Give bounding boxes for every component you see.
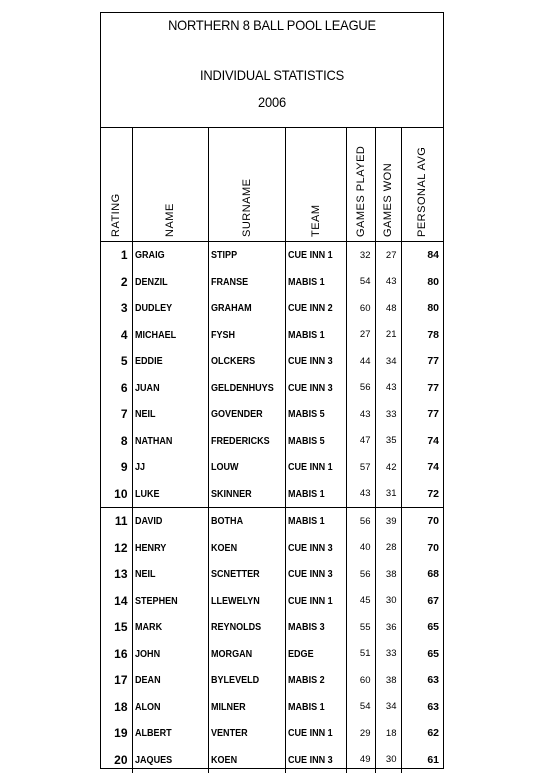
personal-avg-cell: 61 <box>427 753 439 766</box>
games-won-cell: 21 <box>375 322 401 349</box>
season-year: 2006 <box>258 94 286 110</box>
games-played-cell: 56 <box>346 561 375 588</box>
surname-cell: BOTHA <box>208 508 285 535</box>
table-row <box>101 375 443 402</box>
name-cell: MICHAEL <box>132 322 208 349</box>
name-cell: NEIL <box>132 561 208 588</box>
statistics-subtitle: INDIVIDUAL STATISTICS <box>199 67 345 83</box>
column-header-personal-avg: PERSONAL AVG <box>401 127 443 242</box>
games-won-cell: 38 <box>375 561 401 588</box>
name-cell: DUDLEY <box>132 295 208 322</box>
rating-cell: 6 <box>101 375 132 402</box>
games-played-cell: 49 <box>346 747 375 774</box>
name-cell: ALBERT <box>132 720 208 747</box>
personal-avg-cell: 72 <box>401 481 443 508</box>
surname-cell: FREDERICKS <box>208 428 285 455</box>
surname-cell: BYLEVELD <box>208 667 285 694</box>
team-cell: MABIS 5 <box>285 428 346 455</box>
personal-avg-cell: 65 <box>427 647 439 660</box>
team-cell: CUE INN 3 <box>285 535 346 562</box>
games-won-cell: 36 <box>375 614 401 641</box>
games-played-cell: 43 <box>346 481 375 508</box>
games-won-cell: 38 <box>375 667 401 694</box>
team-cell: MABIS 1 <box>285 508 346 535</box>
personal-avg-cell: 74 <box>427 434 439 447</box>
surname-cell: LLEWELYN <box>208 588 285 615</box>
rating-cell: 11 <box>101 508 132 535</box>
statistics-sheet <box>100 12 444 769</box>
rating-cell: 1 <box>101 242 132 269</box>
table-row <box>101 508 443 535</box>
surname-cell: OLCKERS <box>208 348 285 375</box>
games-won-cell: 43 <box>375 375 401 402</box>
name-cell: STEPHEN <box>132 588 208 615</box>
personal-avg-cell: 67 <box>427 594 439 607</box>
personal-avg-cell: 74 <box>427 461 439 474</box>
name-cell: NATHAN <box>132 428 208 455</box>
personal-avg-cell: 63 <box>427 700 439 713</box>
table-row <box>101 588 443 615</box>
surname-cell: REYNOLDS <box>208 614 285 641</box>
rating-cell: 14 <box>101 588 132 615</box>
name-cell: NEIL <box>132 401 208 428</box>
table-row <box>101 720 443 747</box>
team-cell: MABIS 1 <box>285 269 346 296</box>
surname-cell: MILNER <box>208 694 285 721</box>
games-played-cell: 56 <box>346 508 375 535</box>
personal-avg-cell: 84 <box>427 249 439 262</box>
column-header-surname: SURNAME <box>208 127 285 242</box>
table-row <box>101 535 443 562</box>
table-row <box>101 269 443 296</box>
surname-cell: MORGAN <box>208 641 285 668</box>
surname-cell: LOUW <box>208 454 285 481</box>
name-cell: LUKE <box>132 481 208 508</box>
rating-cell: 16 <box>101 641 132 668</box>
name-cell: DAVID <box>132 508 208 535</box>
rating-cell: 7 <box>101 401 132 428</box>
column-header-team: TEAM <box>285 127 346 242</box>
table-row <box>101 454 443 481</box>
rating-cell: 9 <box>101 454 132 481</box>
table-row <box>101 401 443 428</box>
name-cell: EDDIE <box>132 348 208 375</box>
team-cell: CUE INN 2 <box>285 295 346 322</box>
games-played-cell: 51 <box>346 641 375 668</box>
rating-cell: 18 <box>101 694 132 721</box>
name-cell: ALON <box>132 694 208 721</box>
team-cell: CUE INN 3 <box>285 348 346 375</box>
personal-avg-cell: 68 <box>427 568 439 581</box>
surname-cell: SCNETTER <box>208 561 285 588</box>
rating-cell: 3 <box>101 295 132 322</box>
table-row <box>101 428 443 455</box>
personal-avg-cell: 62 <box>427 727 439 740</box>
statistics-table <box>101 127 443 773</box>
games-won-cell: 39 <box>375 508 401 535</box>
personal-avg-cell: 77 <box>427 408 439 421</box>
games-won-cell: 42 <box>375 454 401 481</box>
games-won-cell: 31 <box>375 481 401 508</box>
personal-avg-cell: 80 <box>427 302 439 315</box>
rating-cell: 15 <box>101 614 132 641</box>
personal-avg-cell: 65 <box>427 621 439 634</box>
games-won-cell: 27 <box>375 242 401 269</box>
games-won-cell: 34 <box>375 348 401 375</box>
rating-cell: 8 <box>101 428 132 455</box>
games-won-cell: 34 <box>375 694 401 721</box>
table-row <box>101 667 443 694</box>
personal-avg-cell: 78 <box>427 328 439 341</box>
team-cell: CUE INN 1 <box>285 242 346 269</box>
rating-cell: 12 <box>101 535 132 562</box>
name-cell: JAQUES <box>132 747 208 774</box>
games-won-cell: 30 <box>375 588 401 615</box>
column-header-rating: RATING <box>101 127 132 242</box>
games-played-cell: 29 <box>346 720 375 747</box>
team-cell: CUE INN 3 <box>285 561 346 588</box>
surname-cell: KOEN <box>208 747 285 774</box>
games-played-cell: 44 <box>346 348 375 375</box>
table-row <box>101 242 443 269</box>
table-row <box>101 295 443 322</box>
games-won-cell: 33 <box>375 641 401 668</box>
games-won-cell: 18 <box>375 720 401 747</box>
column-header-games-won: GAMES WON <box>375 127 401 242</box>
surname-cell: FYSH <box>208 322 285 349</box>
team-cell: MABIS 1 <box>285 322 346 349</box>
personal-avg-cell: 80 <box>427 275 439 288</box>
surname-cell: GOVENDER <box>208 401 285 428</box>
team-cell: MABIS 2 <box>285 667 346 694</box>
games-played-cell: 43 <box>346 401 375 428</box>
title-block <box>101 13 443 128</box>
games-played-cell: 27 <box>346 322 375 349</box>
team-cell: EDGE <box>285 641 346 668</box>
surname-cell: STIPP <box>208 242 285 269</box>
personal-avg-cell: 70 <box>427 541 439 554</box>
name-cell: JUAN <box>132 375 208 402</box>
table-row <box>101 747 443 774</box>
rating-cell: 10 <box>101 481 132 508</box>
games-played-cell: 45 <box>346 588 375 615</box>
table-header-row <box>101 127 443 242</box>
name-cell: JJ <box>132 454 208 481</box>
surname-cell: KOEN <box>208 535 285 562</box>
name-cell: MARK <box>132 614 208 641</box>
personal-avg-cell: 77 <box>427 381 439 394</box>
table-row <box>101 348 443 375</box>
team-cell: CUE INN 1 <box>285 454 346 481</box>
league-title: NORTHERN 8 BALL POOL LEAGUE <box>168 17 376 33</box>
games-won-cell: 33 <box>375 401 401 428</box>
name-cell: DENZIL <box>132 269 208 296</box>
table-row <box>101 614 443 641</box>
personal-avg-cell: 63 <box>427 674 439 687</box>
games-played-cell: 55 <box>346 614 375 641</box>
games-played-cell: 40 <box>346 535 375 562</box>
games-won-cell: 43 <box>375 269 401 296</box>
games-played-cell: 60 <box>346 667 375 694</box>
name-cell: DEAN <box>132 667 208 694</box>
surname-cell: SKINNER <box>208 481 285 508</box>
table-row <box>101 641 443 668</box>
column-header-games-played: GAMES PLAYED <box>346 127 375 242</box>
rating-cell: 19 <box>101 720 132 747</box>
table-row <box>101 322 443 349</box>
games-won-cell: 30 <box>375 747 401 774</box>
surname-cell: FRANSE <box>208 269 285 296</box>
personal-avg-cell: 70 <box>427 515 439 528</box>
games-played-cell: 32 <box>346 242 375 269</box>
games-played-cell: 56 <box>346 375 375 402</box>
team-cell: CUE INN 1 <box>285 720 346 747</box>
team-cell: CUE INN 3 <box>285 747 346 774</box>
games-won-cell: 35 <box>375 428 401 455</box>
games-played-cell: 60 <box>346 295 375 322</box>
column-header-name: NAME <box>132 127 208 242</box>
rating-cell: 13 <box>101 561 132 588</box>
name-cell: JOHN <box>132 641 208 668</box>
table-row <box>101 481 443 508</box>
team-cell: MABIS 1 <box>285 694 346 721</box>
games-played-cell: 47 <box>346 428 375 455</box>
name-cell: HENRY <box>132 535 208 562</box>
table-row <box>101 561 443 588</box>
rating-cell: 17 <box>101 667 132 694</box>
name-cell: GRAIG <box>132 242 208 269</box>
team-cell: CUE INN 1 <box>285 588 346 615</box>
team-cell: MABIS 5 <box>285 401 346 428</box>
team-cell: MABIS 1 <box>285 481 346 508</box>
surname-cell: VENTER <box>208 720 285 747</box>
rating-cell: 2 <box>101 269 132 296</box>
surname-cell: GELDENHUYS <box>208 375 285 402</box>
games-won-cell: 48 <box>375 295 401 322</box>
rating-cell: 4 <box>101 322 132 349</box>
games-won-cell: 28 <box>375 535 401 562</box>
rating-cell: 20 <box>101 747 132 774</box>
personal-avg-cell: 77 <box>427 355 439 368</box>
rating-cell: 5 <box>101 348 132 375</box>
surname-cell: GRAHAM <box>208 295 285 322</box>
games-played-cell: 54 <box>346 269 375 296</box>
games-played-cell: 54 <box>346 694 375 721</box>
team-cell: MABIS 3 <box>285 614 346 641</box>
table-row <box>101 694 443 721</box>
team-cell: CUE INN 3 <box>285 375 346 402</box>
games-played-cell: 57 <box>346 454 375 481</box>
